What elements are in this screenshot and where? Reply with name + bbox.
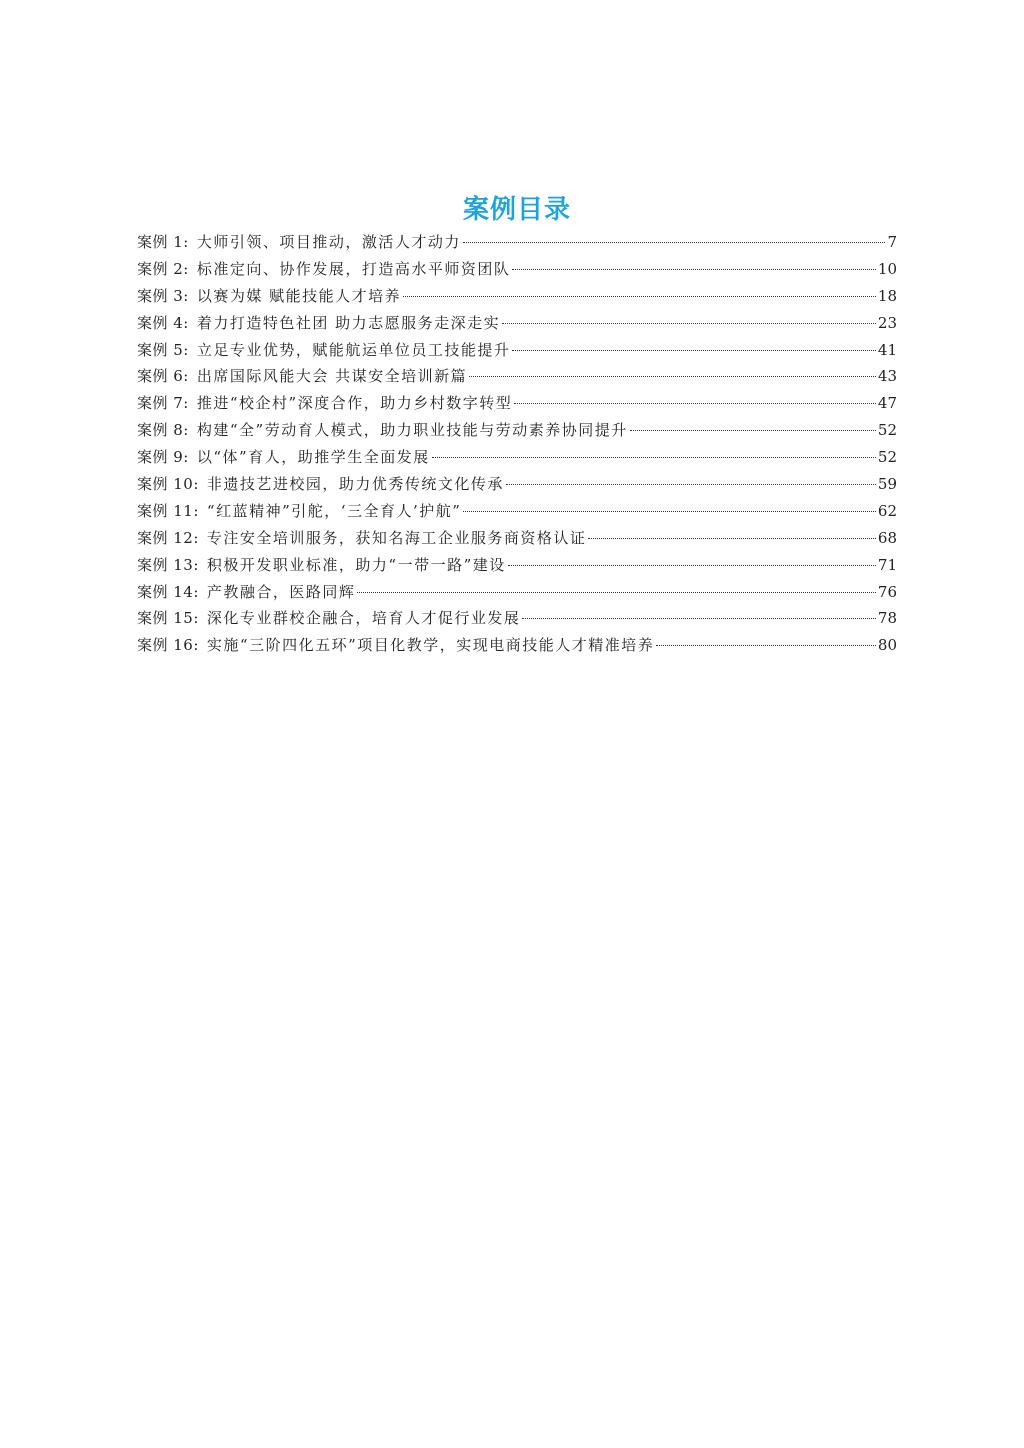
toc-entry-page: 71 (877, 555, 897, 574)
toc-entry[interactable] (137, 283, 897, 310)
toc-list (137, 229, 897, 659)
toc-entry-title: 立足专业优势，赋能航运单位员工技能提升 (196, 340, 511, 359)
toc-entry-number: 案例 7: (137, 394, 189, 413)
toc-entry[interactable] (137, 471, 897, 498)
toc-dot-leader (463, 511, 875, 512)
toc-dot-leader (463, 242, 886, 243)
toc-entry-page: 68 (877, 528, 897, 547)
toc-dot-leader (588, 538, 875, 539)
toc-entry-page: 62 (877, 501, 897, 520)
toc-entry-title: “红蓝精神”引舵，‘三全育人’护航” (206, 501, 462, 520)
toc-entry-page: 41 (877, 340, 897, 359)
toc-entry-number: 案例 16: (137, 636, 199, 655)
toc-entry[interactable] (137, 337, 897, 364)
toc-entry[interactable] (137, 256, 897, 283)
toc-entry[interactable] (137, 310, 897, 337)
toc-dot-leader (403, 296, 876, 297)
toc-entry-title: 着力打造特色社团 助力志愿服务走深走实 (196, 313, 501, 332)
toc-entry-page: 47 (877, 394, 897, 413)
toc-dot-leader (502, 323, 876, 324)
toc-entry[interactable] (137, 417, 897, 444)
toc-entry-title: 非遗技艺进校园，助力优秀传统文化传承 (206, 475, 504, 494)
toc-entry-number: 案例 15: (137, 609, 199, 628)
toc-entry[interactable] (137, 632, 897, 659)
toc-entry-number: 案例 2: (137, 259, 189, 278)
toc-entry[interactable] (137, 229, 897, 256)
toc-entry[interactable] (137, 498, 897, 525)
toc-entry-title: 大师引领、项目推动，激活人才动力 (196, 233, 461, 251)
toc-entry[interactable] (137, 363, 897, 390)
toc-entry-title: 以“体”育人，助推学生全面发展 (196, 448, 430, 467)
toc-entry-page: 78 (877, 609, 897, 628)
toc-entry-title: 构建“全”劳动育人模式，助力职业技能与劳动素养协同提升 (196, 421, 628, 440)
toc-entry-number: 案例 12: (137, 528, 199, 547)
toc-entry-page: 76 (877, 582, 897, 601)
toc-dot-leader (508, 565, 876, 566)
toc-entry-title: 积极开发职业标准，助力“一带一路”建设 (206, 555, 506, 574)
toc-dot-leader (506, 484, 876, 485)
toc-dot-leader (630, 430, 876, 431)
toc-dot-leader (432, 457, 876, 458)
toc-dot-leader (512, 269, 876, 270)
toc-entry-page: 52 (877, 448, 897, 467)
toc-entry[interactable] (137, 579, 897, 606)
toc-entry-number: 案例 11: (137, 501, 199, 520)
toc-dot-leader (656, 645, 876, 646)
toc-entry-number: 案例 1: (137, 233, 189, 251)
toc-entry-title: 出席国际风能大会 共谋安全培训新篇 (196, 367, 468, 386)
toc-entry-title: 产教融合，医路同辉 (206, 582, 356, 601)
toc-entry-title: 深化专业群校企融合，培育人才促行业发展 (206, 609, 521, 628)
toc-title: 案例目录 (462, 195, 571, 225)
toc-entry-page: 52 (877, 421, 897, 440)
toc-entry-number: 案例 3: (137, 286, 189, 305)
toc-entry[interactable] (137, 525, 897, 552)
toc-entry-number: 案例 8: (137, 421, 189, 440)
toc-dot-leader (357, 592, 875, 593)
toc-entry-title: 专注安全培训服务，获知名海工企业服务商资格认证 (206, 528, 587, 547)
toc-entry[interactable] (137, 444, 897, 471)
toc-dot-leader (522, 618, 875, 619)
toc-entry[interactable] (137, 552, 897, 579)
toc-entry-number: 案例 5: (137, 340, 189, 359)
toc-entry-page: 23 (877, 313, 897, 332)
toc-dot-leader (512, 350, 876, 351)
toc-entry-number: 案例 10: (137, 475, 199, 494)
toc-entry-number: 案例 13: (137, 555, 199, 574)
toc-entry-page: 7 (887, 233, 897, 251)
toc-entry-page: 10 (877, 259, 897, 278)
toc-entry[interactable] (137, 605, 897, 632)
toc-entry-title: 实施“三阶四化五环”项目化教学，实现电商技能人才精准培养 (206, 636, 655, 655)
toc-entry-page: 59 (877, 475, 897, 494)
toc-dot-leader (469, 376, 876, 377)
toc-entry-number: 案例 6: (137, 367, 189, 386)
toc-entry-page: 18 (877, 286, 897, 305)
toc-entry-number: 案例 4: (137, 313, 189, 332)
toc-entry-page: 43 (877, 367, 897, 386)
toc-entry[interactable] (137, 390, 897, 417)
toc-entry-number: 案例 9: (137, 448, 189, 467)
toc-entry-title: 标准定向、协作发展，打造高水平师资团队 (196, 259, 511, 278)
toc-entry-title: 推进“校企村”深度合作，助力乡村数字转型 (196, 394, 513, 413)
toc-entry-number: 案例 14: (137, 582, 199, 601)
toc-entry-title: 以赛为媒 赋能技能人才培养 (196, 286, 402, 305)
toc-dot-leader (514, 403, 876, 404)
toc-entry-page: 80 (877, 636, 897, 655)
